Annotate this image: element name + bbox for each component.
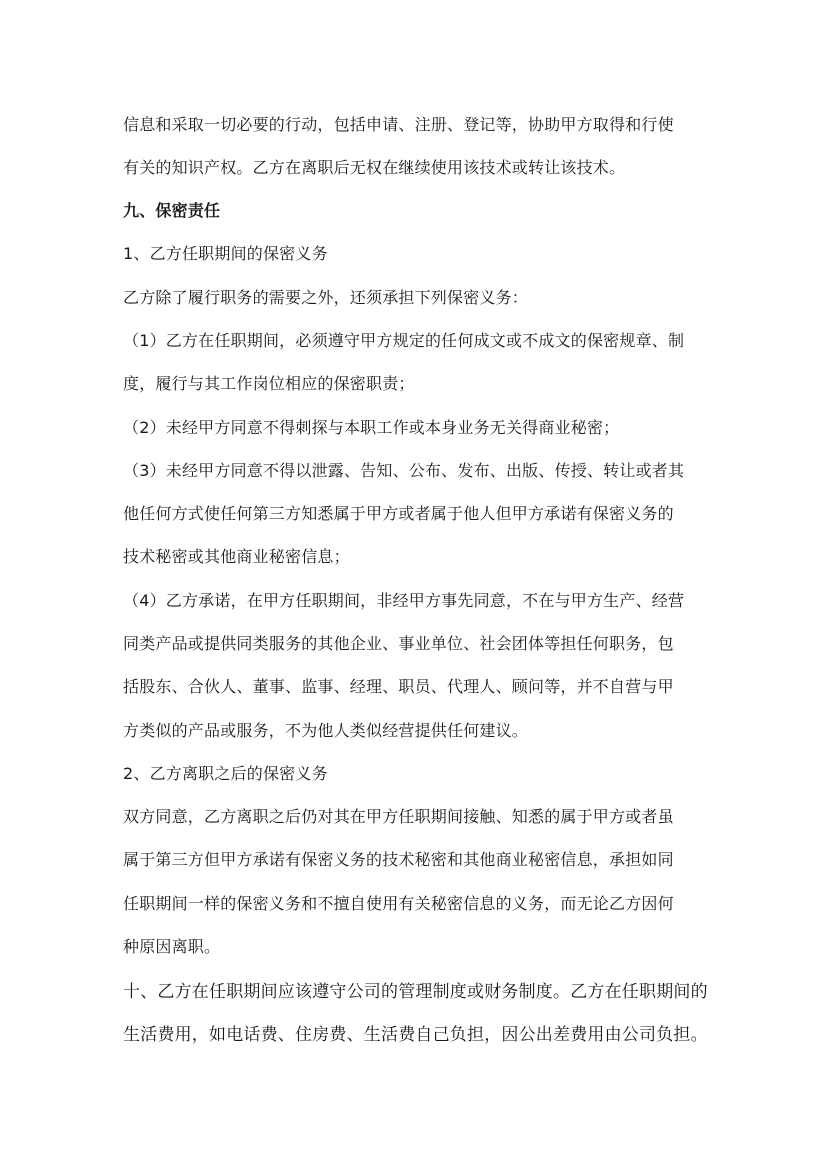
paragraph-line: 双方同意，乙方离职之后仍对其在甲方任职期间接触、知悉的属于甲方或者虽: [123, 807, 674, 826]
section-ten-line: 十、乙方在任职期间应该遵守公司的管理制度或财务制度。乙方在任职期间的: [123, 982, 708, 1002]
paragraph-line: 信息和采取一切必要的行动，包括申请、注册、登记等，协助甲方取得和行使: [123, 115, 674, 134]
list-item-line: （1）乙方在任职期间，必须遵守甲方规定的任何成文或不成文的保密规章、制: [123, 331, 685, 350]
list-item-line: 技术秘密或其他商业秘密信息；: [123, 547, 350, 566]
list-item-line: （4）乙方承诺，在甲方任职期间，非经甲方事先同意，不在与甲方生产、经营: [123, 591, 685, 610]
paragraph-line: 属于第三方但甲方承诺有保密义务的技术秘密和其他商业秘密信息，承担如同: [123, 850, 674, 869]
subsection-heading: 2、乙方离职之后的保密义务: [123, 764, 328, 783]
paragraph-line: 乙方除了履行职务的需要之外，还须承担下列保密义务：: [123, 288, 529, 307]
section-ten-line: 生活费用，如电话费、住房费、生活费自己负担，因公出差费用由公司负担。: [123, 1025, 708, 1045]
paragraph-line: 有关的知识产权。乙方在离职后无权在继续使用该技术或转让该技术。: [123, 158, 626, 177]
list-item-line: （2）未经甲方同意不得刺探与本职工作或本身业务无关得商业秘密；: [123, 418, 620, 437]
list-item-line: 度，履行与其工作岗位相应的保密职责；: [123, 374, 415, 393]
list-item-line: 他任何方式使任何第三方知悉属于甲方或者属于他人但甲方承诺有保密义务的: [123, 504, 674, 523]
list-item-line: 同类产品或提供同类服务的其他企业、事业单位、社会团体等担任何职务，包: [123, 634, 674, 653]
section-heading-confidentiality: 九、保密责任: [123, 201, 221, 220]
subsection-heading: 1、乙方任职期间的保密义务: [123, 244, 328, 263]
list-item-line: 方类似的产品或服务，不为他人类似经营提供任何建议。: [123, 721, 529, 740]
list-item-line: （3）未经甲方同意不得以泄露、告知、公布、发布、出版、传授、转让或者其: [123, 461, 685, 480]
list-item-line: 括股东、合伙人、董事、监事、经理、职员、代理人、顾问等，并不自营与甲: [123, 677, 674, 696]
paragraph-line: 任职期间一样的保密义务和不擅自使用有关秘密信息的义务，而无论乙方因何: [123, 894, 674, 913]
paragraph-line: 种原因离职。: [123, 937, 221, 956]
